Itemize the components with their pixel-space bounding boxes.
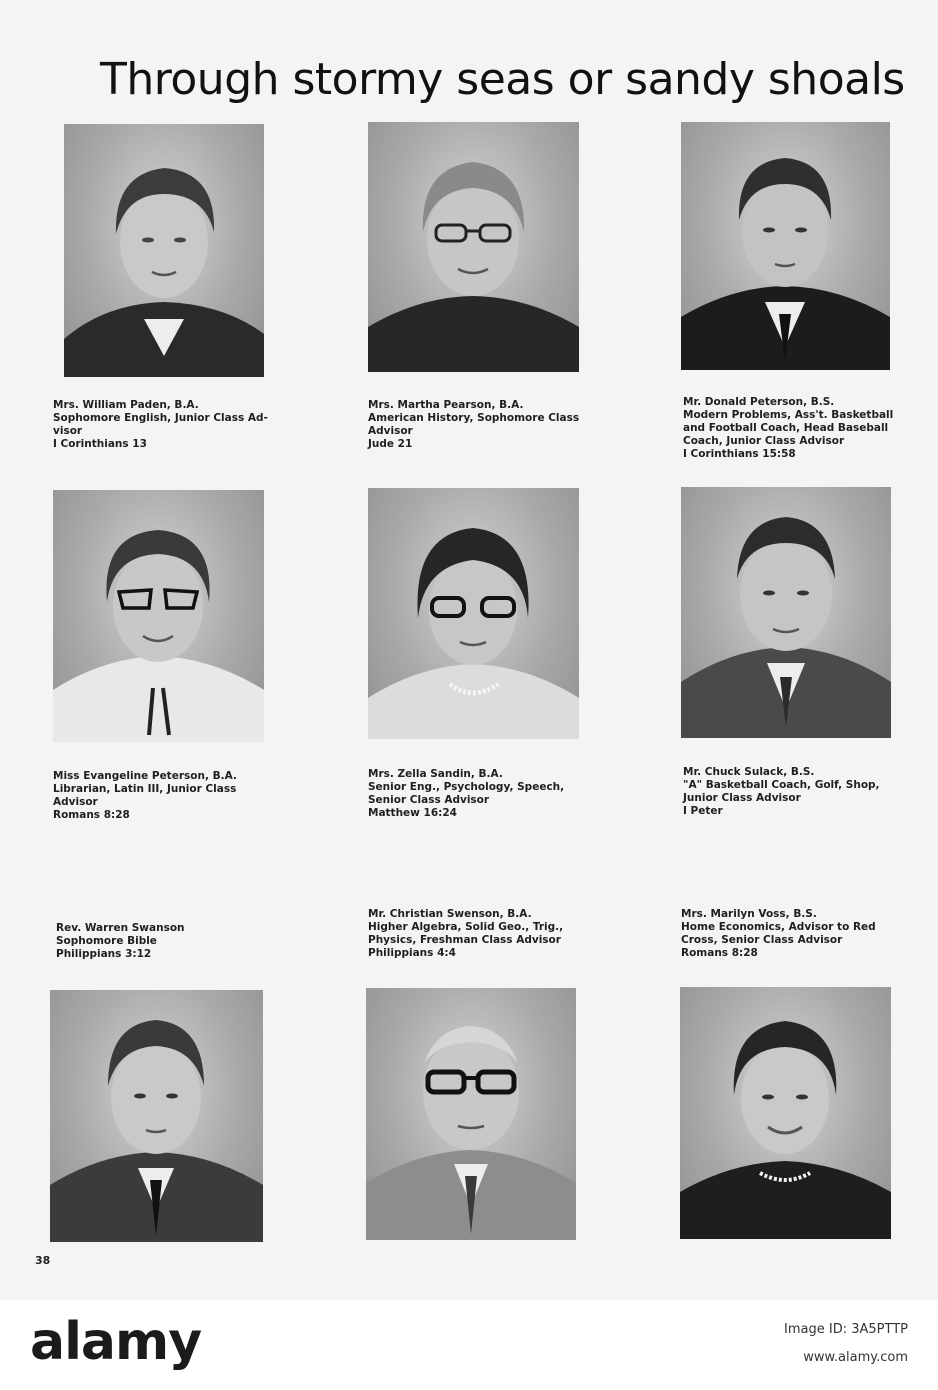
faculty-verse: Jude 21 — [368, 438, 413, 450]
faculty-detail: Senior Eng., Psychology, Speech, — [368, 781, 565, 793]
portrait-photo-e-peterson — [53, 490, 264, 742]
caption-swanson — [56, 922, 293, 961]
faculty-detail: Librarian, Latin III, Junior Class — [53, 783, 237, 795]
faculty-detail: Advisor — [368, 425, 413, 437]
faculty-detail: Modern Problems, Ass't. Basketball — [683, 409, 894, 421]
faculty-detail: Higher Algebra, Solid Geo., Trig., — [368, 921, 564, 933]
caption-sulack — [683, 766, 920, 818]
faculty-name: Mr. Chuck Sulack, B.S. — [683, 766, 815, 778]
caption-e-peterson — [53, 770, 290, 822]
faculty-verse: Philippians 4:4 — [368, 947, 456, 959]
caption-swenson — [368, 908, 605, 960]
faculty-detail: Coach, Junior Class Advisor — [683, 435, 845, 447]
portrait-photo-sandin — [368, 488, 579, 739]
faculty-name: Miss Evangeline Peterson, B.A. — [53, 770, 237, 782]
caption-sandin — [368, 768, 605, 820]
portrait-photo-pearson — [368, 122, 579, 372]
faculty-detail: Cross, Senior Class Advisor — [681, 934, 843, 946]
page-number: 38 — [35, 1254, 51, 1267]
watermark-footer — [0, 1300, 938, 1390]
site-url: www.alamy.com — [803, 1350, 908, 1365]
faculty-detail: and Football Coach, Head Baseball — [683, 422, 889, 434]
page-title: Through stormy seas or sandy shoals — [100, 54, 905, 105]
faculty-verse: Romans 8:28 — [681, 947, 758, 959]
faculty-detail: Senior Class Advisor — [368, 794, 490, 806]
faculty-verse: Matthew 16:24 — [368, 807, 457, 819]
faculty-detail: "A" Basketball Coach, Golf, Shop, — [683, 779, 880, 791]
faculty-detail: Junior Class Advisor — [683, 792, 801, 804]
faculty-detail: Sophomore Bible — [56, 935, 157, 947]
faculty-verse: I Corinthians 13 — [53, 438, 147, 450]
faculty-detail: American History, Sophomore Class — [368, 412, 580, 424]
faculty-verse: I Corinthians 15:58 — [683, 448, 796, 460]
faculty-name: Mrs. William Paden, B.A. — [53, 399, 199, 411]
faculty-verse: I Peter — [683, 805, 723, 817]
faculty-name: Mrs. Martha Pearson, B.A. — [368, 399, 524, 411]
portrait-photo-sulack — [681, 487, 891, 738]
caption-voss — [681, 908, 918, 960]
faculty-name: Mr. Christian Swenson, B.A. — [368, 908, 532, 920]
portrait-photo-swanson — [50, 990, 263, 1242]
image-id-label: Image ID: 3A5PTTP — [784, 1322, 908, 1337]
faculty-name: Mr. Donald Peterson, B.S. — [683, 396, 835, 408]
faculty-name: Rev. Warren Swanson — [56, 922, 185, 934]
faculty-name: Mrs. Marilyn Voss, B.S. — [681, 908, 817, 920]
faculty-detail: Sophomore English, Junior Class Ad- — [53, 412, 268, 424]
caption-pearson — [368, 399, 605, 451]
faculty-detail: Home Economics, Advisor to Red — [681, 921, 876, 933]
portrait-photo-d-peterson — [681, 122, 890, 370]
caption-paden — [53, 399, 290, 451]
portrait-photo-swenson — [366, 988, 576, 1240]
alamy-logo: alamy — [30, 1312, 202, 1372]
faculty-detail: visor — [53, 425, 83, 437]
faculty-detail: Advisor — [53, 796, 98, 808]
faculty-detail: Physics, Freshman Class Advisor — [368, 934, 561, 946]
caption-d-peterson — [683, 396, 920, 461]
faculty-verse: Philippians 3:12 — [56, 948, 152, 960]
faculty-verse: Romans 8:28 — [53, 809, 130, 821]
faculty-name: Mrs. Zella Sandin, B.A. — [368, 768, 503, 780]
portrait-photo-voss — [680, 987, 891, 1239]
portrait-photo-paden — [64, 124, 264, 377]
